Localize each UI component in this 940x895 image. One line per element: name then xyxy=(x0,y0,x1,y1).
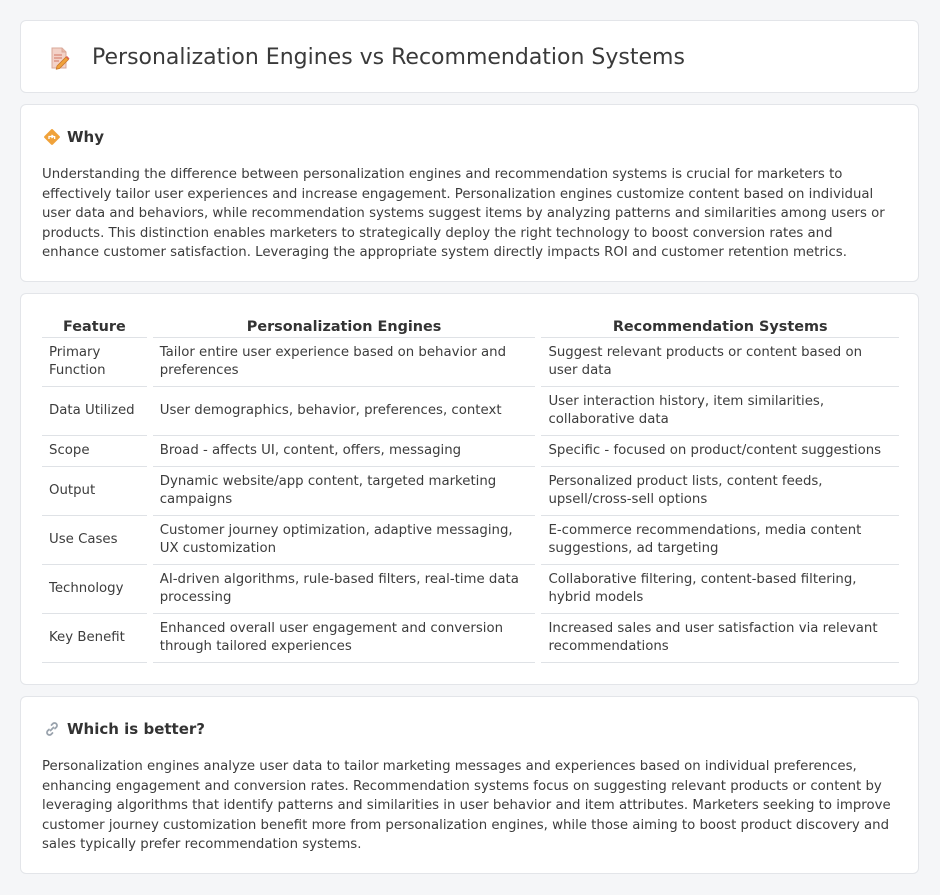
recommendation-cell: E-commerce recommendations, media content suggestions, ad targeting xyxy=(541,516,899,565)
feature-cell: Key Benefit xyxy=(42,614,147,663)
comparison-table xyxy=(36,316,905,663)
recommendation-cell: Specific - focused on product/content suggestions xyxy=(541,436,899,467)
feature-cell: Data Utilized xyxy=(42,387,147,436)
feature-cell: Use Cases xyxy=(42,516,147,565)
personalization-cell: Tailor entire user experience based on behavior and preferences xyxy=(153,338,536,387)
which-is-better-text: Personalization engines analyze user data to tailor marketing messages and experiences based on individual preferences, enhancing engagement and conversion rates. Recommendation systems focus on suggesting relevant products or content by leveraging algorithms that identify patterns and similarities in user behavior and item attributes. Marketers seeking to improve customer journey customization benefit more from personalization engines, while those aiming to boost product discovery and sales typically prefer recommendation systems. xyxy=(42,759,891,853)
feature-cell: Primary Function xyxy=(42,338,147,387)
personalization-cell: Broad - affects UI, content, offers, messaging xyxy=(153,436,536,467)
table-row xyxy=(42,338,899,387)
recommendation-cell: Personalized product lists, content feeds, upsell/cross-sell options xyxy=(541,467,899,516)
recommendation-cell: Increased sales and user satisfaction via relevant recommendations xyxy=(541,614,899,663)
personalization-cell: Enhanced overall user engagement and conversion through tailored experiences xyxy=(153,614,536,663)
link-icon xyxy=(43,720,61,738)
page-title: Personalization Engines vs Recommendation Systems xyxy=(92,45,685,70)
personalization-cell: AI-driven algorithms, rule-based filters, real-time data processing xyxy=(153,565,536,614)
table-row xyxy=(42,565,899,614)
header-personalization: Personalization Engines xyxy=(153,316,536,338)
comparison-card xyxy=(20,293,919,685)
header-recommendation: Recommendation Systems xyxy=(541,316,899,338)
feature-cell: Technology xyxy=(42,565,147,614)
header-feature: Feature xyxy=(42,316,147,338)
table-row xyxy=(42,436,899,467)
personalization-cell: User demographics, behavior, preferences, context xyxy=(153,387,536,436)
feature-cell: Output xyxy=(42,467,147,516)
personalization-cell: Customer journey optimization, adaptive messaging, UX customization xyxy=(153,516,536,565)
title-card xyxy=(20,20,919,93)
table-row xyxy=(42,387,899,436)
feature-cell: Scope xyxy=(42,436,147,467)
table-row xyxy=(42,614,899,663)
table-header-row xyxy=(42,316,899,338)
recommendation-cell: User interaction history, item similarities, collaborative data xyxy=(541,387,899,436)
why-heading: Why xyxy=(67,128,105,146)
recommendation-cell: Collaborative filtering, content-based filtering, hybrid models xyxy=(541,565,899,614)
why-section xyxy=(20,104,919,282)
table-row xyxy=(42,516,899,565)
which-is-better-heading: Which is better? xyxy=(67,720,205,738)
which-is-better-section xyxy=(20,696,919,874)
table-row xyxy=(42,467,899,516)
recommendation-cell: Suggest relevant products or content based on user data xyxy=(541,338,899,387)
why-text: Understanding the difference between personalization engines and recommendation systems is crucial for marketers to effectively tailor user experiences and increase engagement. Personalization engines customize content based on individual user data and behaviors, while recommendation systems suggest items by analyzing patterns and similarities among users or products. This distinction enables marketers to strategically deploy the right technology to boost conversion rates and enhance customer satisfaction. Leveraging the appropriate system directly impacts ROI and customer retention metrics. xyxy=(42,167,885,261)
document-pencil-icon xyxy=(47,46,71,70)
road-sign-icon xyxy=(43,128,61,146)
personalization-cell: Dynamic website/app content, targeted marketing campaigns xyxy=(153,467,536,516)
